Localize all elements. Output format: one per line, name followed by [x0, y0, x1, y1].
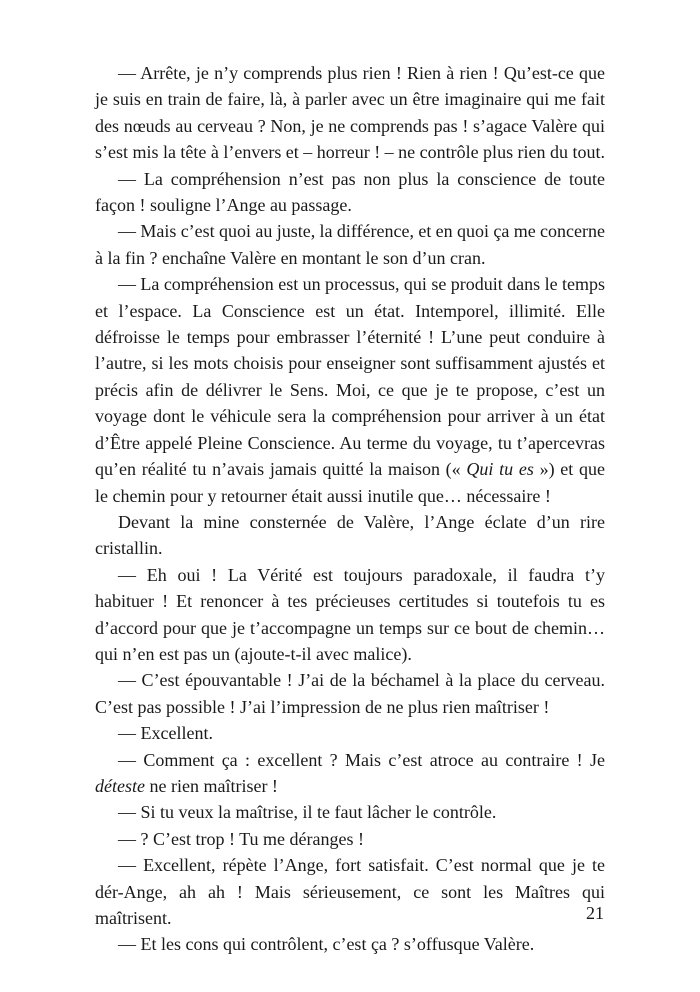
text-segment: le chemin pour y retourner était aussi inutile que… nécessaire !: [95, 485, 551, 506]
text-line: [95, 350, 605, 376]
text-line: [95, 60, 605, 86]
text-line: [95, 218, 605, 244]
paragraph: [95, 826, 605, 852]
text-segment: — La compréhension est un processus, qui se produit dans le temps: [118, 274, 605, 295]
text-line: [95, 562, 605, 588]
page-number: 21: [586, 903, 604, 923]
text-line: [95, 86, 605, 112]
text-segment: — ? C’est trop ! Tu me déranges !: [118, 828, 364, 849]
text-line: [95, 799, 605, 825]
text-line: [95, 139, 605, 165]
text-line: [95, 879, 605, 905]
text-segment: dér-Ange, ah ah ! Mais sérieusement, ce sont les Maîtres qui: [95, 881, 605, 902]
body-text: [95, 60, 605, 958]
paragraph: [95, 218, 605, 271]
text-line: [95, 931, 605, 957]
text-segment: — Eh oui ! La Vérité est toujours paradoxale, il faudra t’y: [118, 564, 605, 585]
text-line: [95, 113, 605, 139]
text-line: [95, 826, 605, 852]
text-segment: habituer ! Et renoncer à tes précieuses certitudes si toutefois tu es: [95, 591, 605, 612]
text-segment: Devant la mine consternée de Valère, l’Ange éclate d’un rire: [118, 511, 605, 532]
text-line: [95, 456, 605, 482]
text-line: [95, 588, 605, 614]
text-segment: — Mais c’est quoi au juste, la différence, et en quoi ça me concerne: [118, 221, 605, 242]
text-line: [95, 403, 605, 429]
text-segment: s’est mis la tête à l’envers et – horreur ! – ne contrôle plus rien du tout.: [95, 142, 605, 163]
paragraph: [95, 931, 605, 957]
italic-text: Qui tu es: [466, 459, 534, 480]
text-segment: ») et que: [533, 459, 606, 480]
text-line: [95, 483, 605, 509]
italic-text: déteste: [95, 775, 145, 796]
text-line: [95, 166, 605, 192]
text-segment: façon ! souligne l’Ange au passage.: [95, 195, 352, 216]
paragraph: [95, 562, 605, 668]
text-line: [95, 509, 605, 535]
text-line: [95, 667, 605, 693]
text-segment: ne rien maîtriser !: [144, 775, 278, 796]
text-line: [95, 535, 605, 561]
paragraph: [95, 60, 605, 166]
text-segment: précis afin de délivrer le Sens. Moi, ce que je te propose, c’est un: [95, 379, 605, 400]
text-line: [95, 773, 605, 799]
text-line: [95, 298, 605, 324]
text-segment: défroisse le temps pour embrasser l’éternité ! L’une peut conduire à: [95, 327, 605, 348]
text-segment: C’est pas possible ! J’ai l’impression de ne plus rien maîtriser !: [95, 696, 550, 717]
paragraph: [95, 271, 605, 509]
text-segment: — Comment ça : excellent ? Mais c’est atroce au contraire ! Je: [118, 749, 605, 770]
paragraph: [95, 852, 605, 931]
text-line: [95, 245, 605, 271]
paragraph: [95, 667, 605, 720]
text-segment: cristallin.: [95, 538, 163, 559]
text-line: [95, 324, 605, 350]
text-segment: l’autre, si les mots choisis pour enseigner sont suffisamment ajustés et: [95, 353, 605, 374]
text-line: [95, 905, 605, 931]
text-line: [95, 377, 605, 403]
text-segment: des nœuds au cerveau ? Non, je ne comprends pas ! s’agace Valère qui: [95, 115, 605, 136]
text-segment: qui n’en est pas un (ajoute-t-il avec malice).: [95, 643, 412, 664]
text-segment: voyage dont le véhicule sera la compréhension pour arriver à un état: [95, 406, 605, 427]
text-segment: — Excellent.: [118, 723, 213, 744]
text-line: [95, 694, 605, 720]
text-segment: je suis en train de faire, là, à parler avec un être imaginaire qui me fait: [95, 89, 605, 110]
text-segment: — Arrête, je n’y comprends plus rien ! Rien à rien ! Qu’est-ce que: [118, 63, 605, 83]
text-line: [95, 192, 605, 218]
text-line: [95, 271, 605, 297]
text-line: [95, 852, 605, 878]
text-segment: à la fin ? enchaîne Valère en montant le son d’un cran.: [95, 247, 486, 268]
text-line: [95, 720, 605, 746]
text-segment: maîtrisent.: [95, 908, 172, 928]
text-segment: — Si tu veux la maîtrise, il te faut lâcher le contrôle.: [118, 802, 497, 823]
text-segment: — C’est épouvantable ! J’ai de la béchamel à la place du cerveau.: [118, 670, 605, 691]
text-line: [95, 747, 605, 773]
paragraph: [95, 509, 605, 562]
text-segment: — La compréhension n’est pas non plus la conscience de toute: [118, 168, 605, 189]
paragraph: [95, 747, 605, 800]
text-segment: — Et les cons qui contrôlent, c’est ça ? s’offusque Valère.: [118, 934, 535, 955]
text-segment: d’accord pour que je t’accompagne un temps sur ce bout de chemin…: [95, 617, 605, 638]
text-line: [95, 615, 605, 641]
text-segment: et l’espace. La Conscience est un état. Intemporel, illimité. Elle: [95, 300, 605, 321]
paragraph: [95, 166, 605, 219]
text-segment: qu’en réalité tu n’avais jamais quitté la maison («: [95, 459, 467, 480]
text-segment: d’Être appelé Pleine Conscience. Au terme du voyage, tu t’apercevras: [95, 432, 605, 453]
text-line: [95, 641, 605, 667]
paragraph: [95, 720, 605, 746]
paragraph: [95, 799, 605, 825]
text-line: [95, 430, 605, 456]
text-segment: — Excellent, répète l’Ange, fort satisfait. C’est normal que je te: [118, 855, 605, 876]
